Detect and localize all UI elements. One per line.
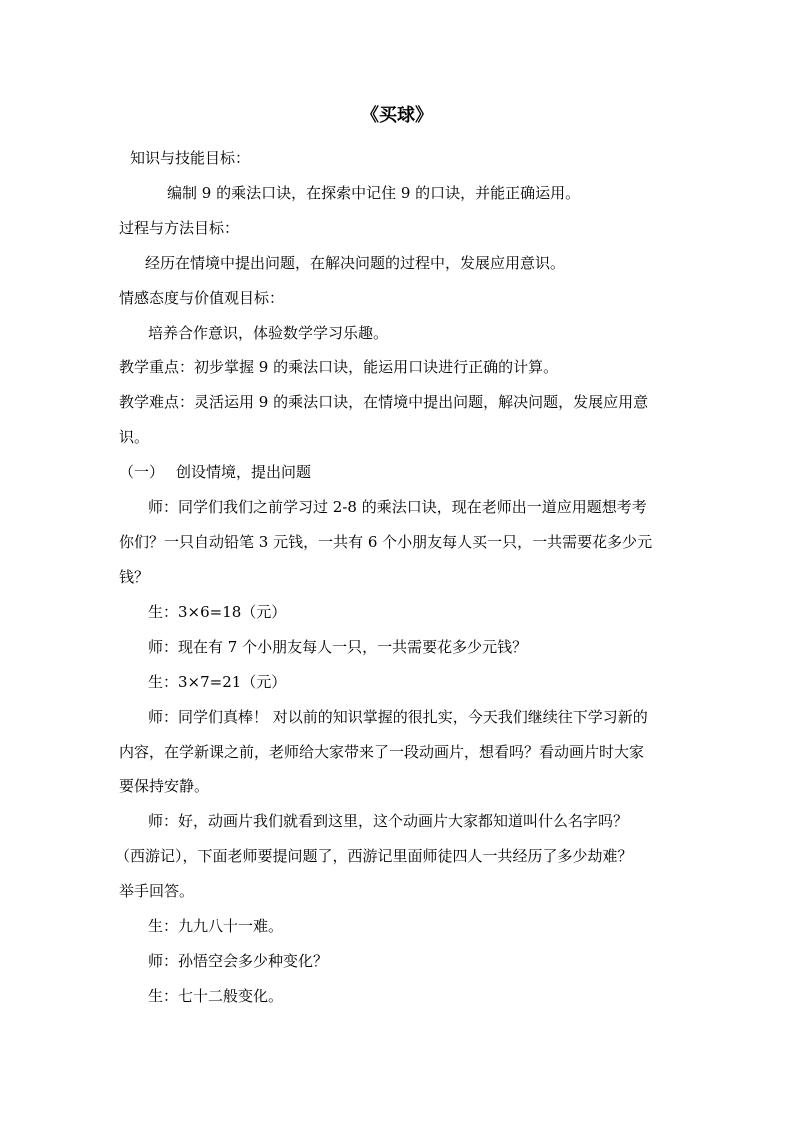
- dialogue-line: 师：现在有 7 个小朋友每人一只，一共需要花多少元钱？: [148, 638, 528, 656]
- part-one-number: （一）: [119, 463, 165, 481]
- dialogue-line: 生：九九八十一难。: [148, 917, 284, 935]
- dialogue-line: 师：同学们真棒！ 对以前的知识掌握的很扎实，今天我们继续往下学习新的: [148, 708, 648, 726]
- dialogue-line: 内容，在学新课之前，老师给大家带来了一段动画片，想看吗？看动画片时大家: [119, 743, 645, 761]
- dialogue-line: （西游记），下面老师要提问题了，西游记里面师徒四人一共经历了多少劫难？: [115, 847, 633, 865]
- dialogue-line: 师：好，动画片我们就看到这里，这个动画片大家都知道叫什么名字吗？: [148, 812, 629, 830]
- difficulty-line-1: 教学难点：灵活运用 9 的乘法口诀，在情境中提出问题，解决问题，发展应用意: [119, 393, 649, 411]
- dialogue-line: 生：3×6=18（元）: [148, 603, 287, 621]
- dialogue-line: 举手回答。: [119, 882, 195, 900]
- emotion-text: 培养合作意识，体验数学学习乐趣。: [148, 324, 389, 342]
- knowledge-heading: 知识与技能目标：: [130, 149, 251, 167]
- process-text: 经历在情境中提出问题，在解决问题的过程中，发展应用意识。: [145, 254, 566, 272]
- part-one-heading: 创设情境，提出问题: [176, 463, 312, 481]
- dialogue-line: 师：孙悟空会多少种变化？: [148, 952, 329, 970]
- difficulty-line-2: 识。: [119, 428, 150, 446]
- emotion-heading: 情感态度与价值观目标：: [119, 289, 285, 307]
- key-point: 教学重点：初步掌握 9 的乘法口诀，能运用口诀进行正确的计算。: [119, 358, 559, 376]
- dialogue-line: 要保持安静。: [119, 777, 210, 795]
- dialogue-line: 生：七十二般变化。: [148, 987, 284, 1005]
- process-heading: 过程与方法目标：: [119, 219, 240, 237]
- knowledge-text: 编制 9 的乘法口诀，在探索中记住 9 的口诀，并能正确运用。: [167, 184, 581, 202]
- document-title: 《买球》: [361, 105, 433, 126]
- dialogue-line: 师：同学们我们之前学习过 2-8 的乘法口诀，现在老师出一道应用题想考考: [148, 498, 647, 516]
- dialogue-line: 你们？一只自动铅笔 3 元钱，一共有 6 个小朋友每人买一只，一共需要花多少元: [119, 533, 653, 551]
- dialogue-line: 钱？: [119, 568, 150, 586]
- dialogue-line: 生：3×7=21（元）: [148, 673, 287, 691]
